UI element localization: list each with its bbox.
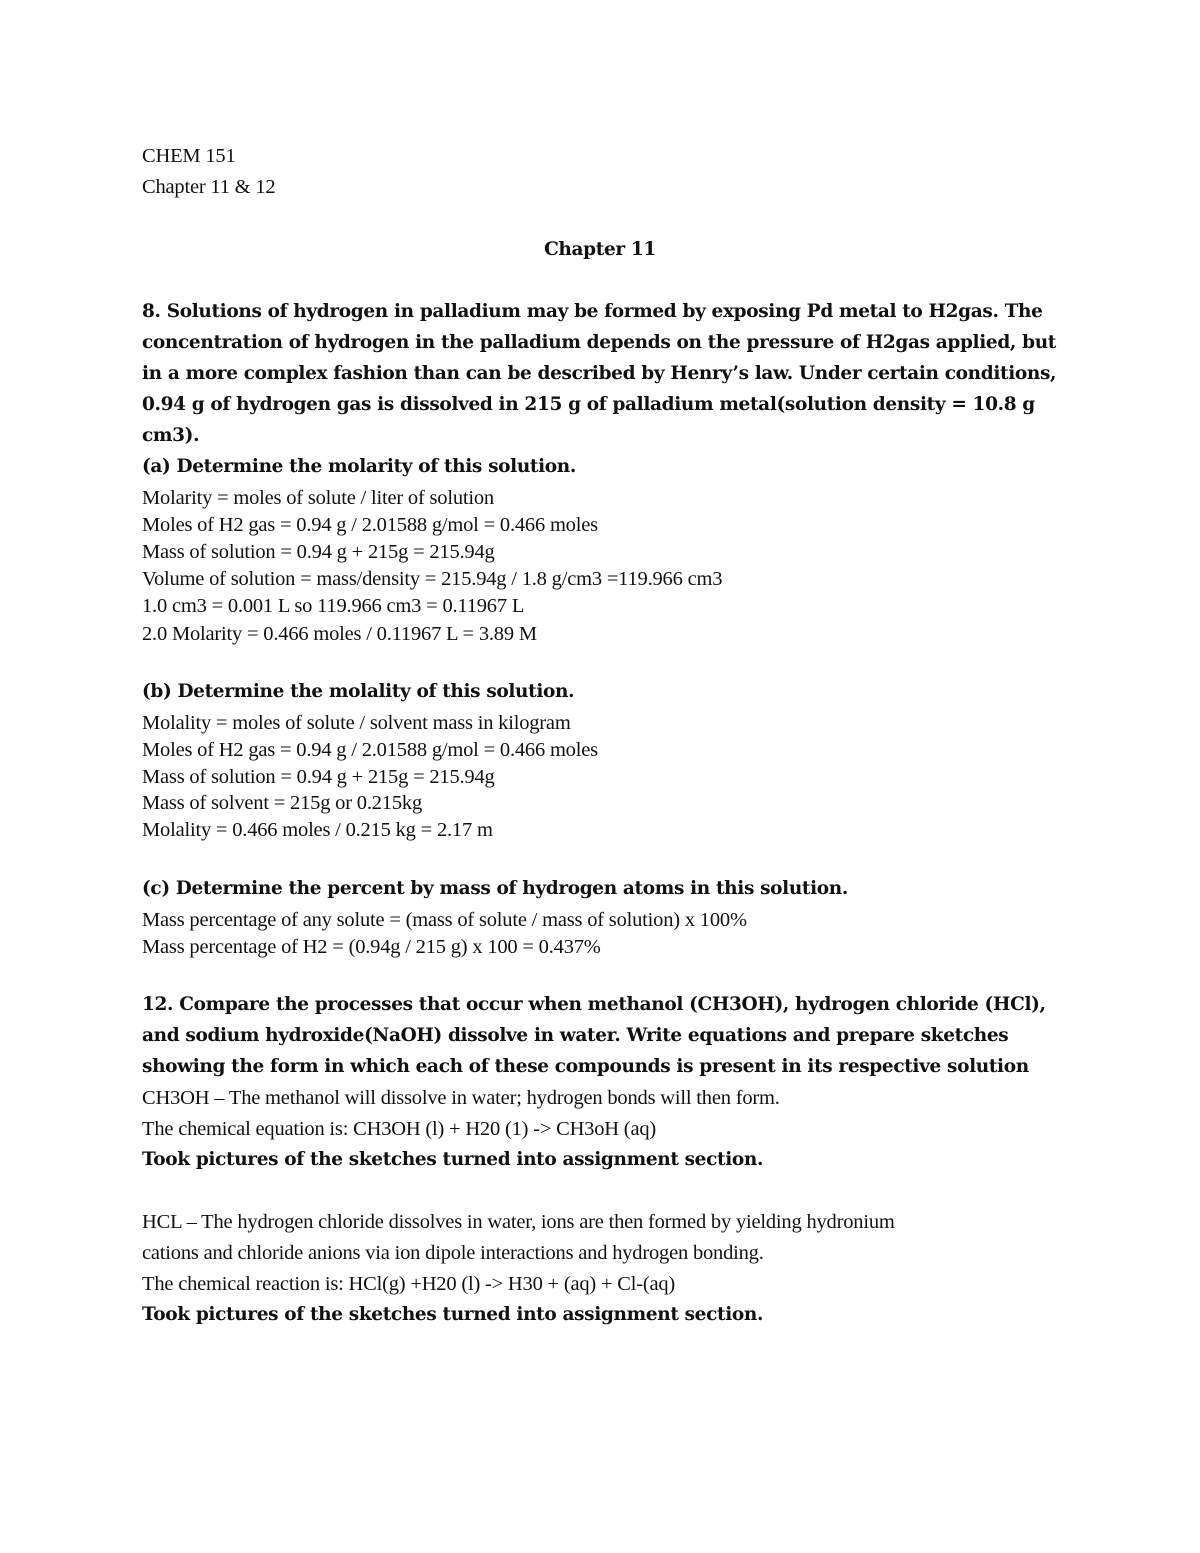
part-c-heading: (c) Determine the percent by mass of hydrogen atoms in this solution. — [142, 878, 848, 899]
part-b-line: Mass of solution = 0.94 g + 215g = 215.94g — [142, 766, 495, 788]
q8-prompt-line: cm3). — [142, 425, 200, 446]
part-c-line: Mass percentage of any solute = (mass of solute / mass of solution) x 100% — [142, 909, 747, 931]
q8-prompt-line: 8. Solutions of hydrogen in palladium may be formed by exposing Pd metal to H2gas. The — [142, 301, 1043, 322]
part-c-line: Mass percentage of H2 = (0.94g / 215 g) x 100 = 0.437% — [142, 936, 601, 958]
chapters-label: Chapter 11 & 12 — [142, 176, 276, 198]
q8-prompt-line: in a more complex fashion than can be described by Henry’s law. Under certain conditions, — [142, 363, 1057, 384]
methanol-line: CH3OH – The methanol will dissolve in water; hydrogen bonds will then form. — [142, 1087, 780, 1109]
part-b-line: Molality = 0.466 moles / 0.215 kg = 2.17 m — [142, 819, 493, 841]
q12-prompt-line: showing the form in which each of these compounds is present in its respective solution — [142, 1056, 1029, 1077]
part-b-line: Molality = moles of solute / solvent mass in kilogram — [142, 712, 571, 734]
section-title: Chapter 11 — [544, 239, 656, 260]
part-a-line: Moles of H2 gas = 0.94 g / 2.01588 g/mol = 0.466 moles — [142, 514, 598, 536]
course-name: CHEM 151 — [142, 145, 236, 167]
hcl-line: cations and chloride anions via ion dipole interactions and hydrogen bonding. — [142, 1242, 764, 1264]
methanol-equation: The chemical equation is: CH3OH (l) + H20 (1) -> CH3oH (aq) — [142, 1118, 657, 1140]
part-a-heading: (a) Determine the molarity of this solution. — [142, 456, 576, 477]
part-a-line: Mass of solution = 0.94 g + 215g = 215.94g — [142, 541, 495, 563]
hcl-note: Took pictures of the sketches turned into assignment section. — [142, 1304, 764, 1325]
hcl-line: HCL – The hydrogen chloride dissolves in water, ions are then formed by yielding hydronium — [142, 1211, 895, 1233]
q8-prompt-line: 0.94 g of hydrogen gas is dissolved in 215 g of palladium metal(solution density = 10.8 g — [142, 394, 1035, 415]
hcl-equation: The chemical reaction is: HCl(g) +H20 (l) -> H30 + (aq) + Cl-(aq) — [142, 1273, 676, 1295]
q8-prompt-line: concentration of hydrogen in the palladium depends on the pressure of H2gas applied, but — [142, 332, 1056, 353]
part-a-line: Volume of solution = mass/density = 215.94g / 1.8 g/cm3 =119.966 cm3 — [142, 568, 723, 590]
part-a-line: 2.0 Molarity = 0.466 moles / 0.11967 L = 3.89 M — [142, 623, 537, 645]
part-a-line: Molarity = moles of solute / liter of solution — [142, 487, 494, 509]
q12-prompt-line: and sodium hydroxide(NaOH) dissolve in water. Write equations and prepare sketches — [142, 1025, 1009, 1046]
part-b-heading: (b) Determine the molality of this solution. — [142, 681, 575, 702]
part-a-line: 1.0 cm3 = 0.001 L so 119.966 cm3 = 0.11967 L — [142, 595, 525, 617]
q12-prompt-line: 12. Compare the processes that occur when methanol (CH3OH), hydrogen chloride (HCl), — [142, 994, 1046, 1015]
methanol-note: Took pictures of the sketches turned into assignment section. — [142, 1149, 764, 1170]
part-b-line: Mass of solvent = 215g or 0.215kg — [142, 792, 422, 814]
part-b-line: Moles of H2 gas = 0.94 g / 2.01588 g/mol = 0.466 moles — [142, 739, 598, 761]
